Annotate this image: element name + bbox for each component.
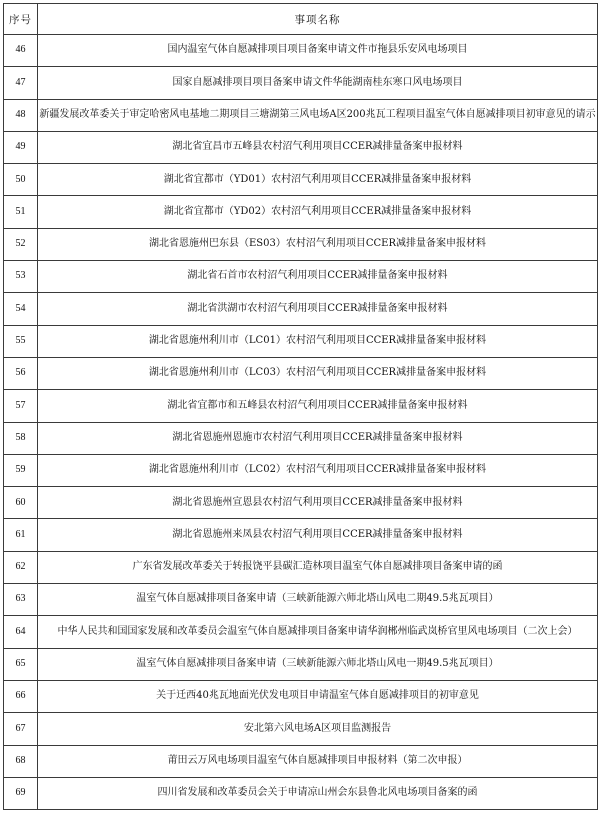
row-item-name: 湖北省恩施州恩施市农村沼气利用项目CCER减排量备案申报材料 [38,422,598,454]
row-item-name: 湖北省洪湖市农村沼气利用项目CCER减排量备案申报材料 [38,293,598,325]
table-row [4,67,598,99]
table-row [4,680,598,712]
row-item-name: 湖北省恩施州利川市（LC02）农村沼气利用项目CCER减排量备案申报材料 [38,454,598,486]
row-item-name: 温室气体自愿减排项目备案申请（三峡新能源六师北塔山风电一期49.5兆瓦项目） [38,648,598,680]
row-index: 47 [4,67,38,99]
row-index: 56 [4,357,38,389]
row-item-name: 安北第六风电场A区项目监测报告 [38,713,598,745]
row-index: 58 [4,422,38,454]
row-item-name: 广东省发展改革委关于转报饶平县碳汇造林项目温室气体自愿减排项目备案申请的函 [38,551,598,583]
table-header [4,4,598,35]
row-index: 63 [4,584,38,616]
row-index: 57 [4,390,38,422]
table-row [4,164,598,196]
row-item-name: 湖北省宜昌市五峰县农村沼气利用项目CCER减排量备案申报材料 [38,131,598,163]
row-index: 61 [4,519,38,551]
row-item-name: 湖北省恩施州利川市（LC03）农村沼气利用项目CCER减排量备案申报材料 [38,357,598,389]
table-row [4,422,598,454]
header-row [4,4,598,35]
row-index: 52 [4,228,38,260]
table-row [4,487,598,519]
row-index: 54 [4,293,38,325]
table-row [4,745,598,777]
row-item-name: 湖北省恩施州来凤县农村沼气利用项目CCER减排量备案申报材料 [38,519,598,551]
table-row [4,551,598,583]
row-index: 46 [4,35,38,67]
row-item-name: 湖北省恩施州巴东县（ES03）农村沼气利用项目CCER减排量备案申报材料 [38,228,598,260]
table-row [4,616,598,648]
header-item-name: 事项名称 [38,4,598,35]
row-item-name: 湖北省石首市农村沼气利用项目CCER减排量备案申报材料 [38,261,598,293]
row-index: 55 [4,325,38,357]
row-index: 64 [4,616,38,648]
table-row [4,648,598,680]
row-index: 62 [4,551,38,583]
table-row [4,777,598,809]
table-row [4,261,598,293]
table-row [4,325,598,357]
row-index: 67 [4,713,38,745]
table-row [4,196,598,228]
row-item-name: 湖北省宜都市（YD01）农村沼气利用项目CCER减排量备案申报材料 [38,164,598,196]
table-row [4,357,598,389]
row-index: 60 [4,487,38,519]
row-index: 68 [4,745,38,777]
row-item-name: 中华人民共和国国家发展和改革委员会温室气体自愿减排项目备案申请华润郴州临武岚桥官里风电场项目（二次上会） [38,616,598,648]
row-item-name: 关于迁西40兆瓦地面光伏发电项目申请温室气体自愿减排项目的初审意见 [38,680,598,712]
row-index: 66 [4,680,38,712]
table-body [4,35,598,810]
row-item-name: 湖北省恩施州宣恩县农村沼气利用项目CCER减排量备案申报材料 [38,487,598,519]
row-index: 49 [4,131,38,163]
table-row [4,293,598,325]
table-row [4,35,598,67]
table-row [4,228,598,260]
row-item-name: 温室气体自愿减排项目备案申请（三峡新能源六师北塔山风电二期49.5兆瓦项目） [38,584,598,616]
row-item-name: 国家自愿减排项目项目备案申请文件华能湖南桂东寒口风电场项目 [38,67,598,99]
table-row [4,131,598,163]
header-index: 序号 [4,4,38,35]
row-item-name: 国内温室气体自愿减排项目项目备案申请文件市拖县乐安风电场项目 [38,35,598,67]
row-index: 53 [4,261,38,293]
row-item-name: 新疆发展改革委关于审定哈密风电基地二期项目三塘湖第三风电场A区200兆瓦工程项目温室气体自愿减排项目初审意见的请示 [38,99,598,131]
row-item-name: 湖北省恩施州利川市（LC01）农村沼气利用项目CCER减排量备案申报材料 [38,325,598,357]
row-index: 59 [4,454,38,486]
row-item-name: 莆田云万风电场项目温室气体自愿减排项目申报材料（第二次申报） [38,745,598,777]
row-index: 51 [4,196,38,228]
row-item-name: 四川省发展和改革委员会关于申请凉山州会东县鲁北风电场项目备案的函 [38,777,598,809]
project-list-table [3,3,598,810]
row-index: 50 [4,164,38,196]
row-index: 69 [4,777,38,809]
table-row [4,390,598,422]
row-index: 48 [4,99,38,131]
row-item-name: 湖北省宜都市（YD02）农村沼气利用项目CCER减排量备案申报材料 [38,196,598,228]
table-row [4,454,598,486]
table-row [4,99,598,131]
table-row [4,519,598,551]
row-index: 65 [4,648,38,680]
row-item-name: 湖北省宜都市和五峰县农村沼气利用项目CCER减排量备案申报材料 [38,390,598,422]
table-row [4,584,598,616]
table-row [4,713,598,745]
